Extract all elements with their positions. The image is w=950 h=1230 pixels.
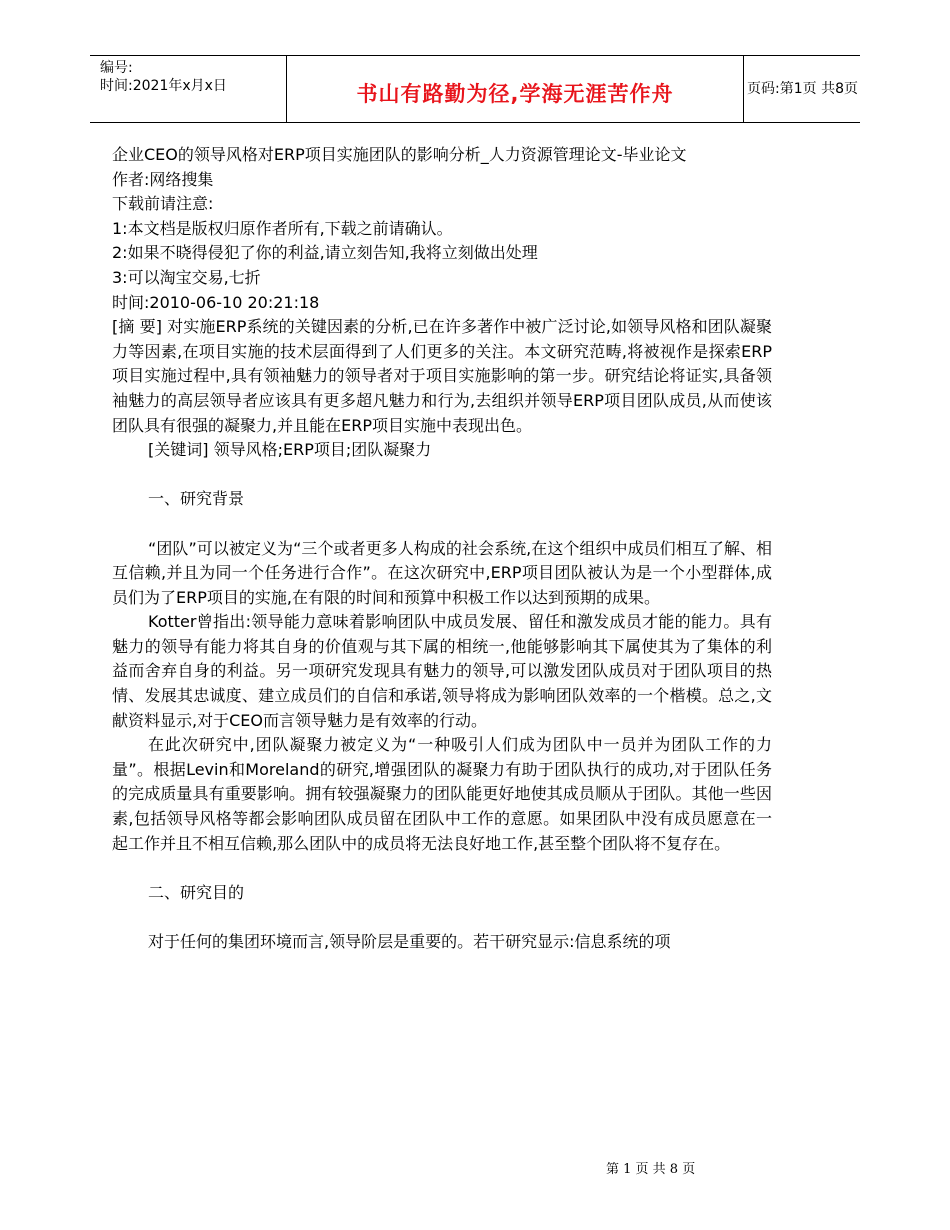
page-footer: 第 1 页 共 8 页 (606, 1162, 696, 1177)
page-info: 页码:第1页 共8页 (747, 81, 858, 97)
header-table (90, 55, 860, 123)
notice-heading: 下载前请注意: (112, 194, 214, 214)
notice-item: 2:如果不晓得侵犯了你的利益,请立刻告知,我将立刻做出处理 (112, 243, 538, 263)
motto-text: 书山有路勤为径,学海无涯苦作舟 (356, 82, 674, 106)
abstract-paragraph: [摘 要] 对实施ERP系统的关键因素的分析,已在许多著作中被广泛讨论,如领导风格和团队凝聚力等因素,在项目实施的技术层面得到了人们更多的关注。本文研究范畴,将被视作是探索ERP项目实施过程中,具有领袖魅力的领导者对于项目实施影响的第一步。研究结论将证实,具备领袖魅力的高层领导者应该具有更多超凡魅力和行为,去组织并领导ERP项目团队成员,从而使该团队具有很强的凝聚力,并且能在ERP项目实施中表现出色。 (112, 317, 772, 435)
header-right-cell (743, 56, 860, 122)
document-time-label: 时间:2021年x月x日 (100, 78, 227, 94)
document-number-label: 编号: (100, 60, 133, 76)
document-title: 企业CEO的领导风格对ERP项目实施团队的影响分析_人力资源管理论文-毕业论文 (112, 145, 687, 164)
section-heading-purpose: 二、研究目的 (148, 882, 245, 902)
notice-item: 3:可以淘宝交易,七折 (112, 267, 261, 287)
body-paragraph: Kotter曾指出:领导能力意味着影响团队中成员发展、留任和激发成员才能的能力。具有魅力的领导有能力将其自身的价值观与其下属的相统一,他能够影响其下属使其为了集体的利益而舍弃自身的利益。另一项研究发现具有魅力的领导,可以激发团队成员对于团队项目的热情、发展其忠诚度、建立成员们的自信和承诺,领导将成为影响团队效率的一个楷模。总之,文献资料显示,对于CEO而言领导魅力是有效率的行动。 (112, 612, 772, 730)
section-heading-background: 一、研究背景 (148, 489, 245, 509)
notice-item: 1:本文档是版权归原作者所有,下载之前请确认。 (112, 218, 453, 238)
header-left-cell (90, 56, 286, 122)
keywords-line: [关键词] 领导风格;ERP项目;团队凝聚力 (148, 440, 432, 460)
body-paragraph: “团队”可以被定义为“三个或者更多人构成的社会系统,在这个组织中成员们相互了解、相互信赖,并且为同一个任务进行合作”。在这次研究中,ERP项目团队被认为是一个小型群体,成员们为了ERP项目的实施,在有限的时间和预算中积极工作以达到预期的成果。 (112, 538, 772, 607)
author-line: 作者:网络搜集 (112, 169, 214, 189)
document-body (112, 143, 772, 955)
timestamp-line: 时间:2010-06-10 20:21:18 (112, 292, 320, 312)
body-paragraph: 对于任何的集团环境而言,领导阶层是重要的。若干研究显示:信息系统的项 (148, 932, 671, 951)
header-motto-cell (286, 56, 744, 122)
body-paragraph: 在此次研究中,团队凝聚力被定义为“一种吸引人们成为团队中一员并为团队工作的力量”。根据Levin和Moreland的研究,增强团队的凝聚力有助于团队执行的成功,对于团队任务的完成质量具有重要影响。拥有较强凝聚力的团队能更好地使其成员顺从于团队。其他一些因素,包括领导风格等都会影响团队成员留在团队中工作的意愿。如果团队中没有成员愿意在一起工作并且不相互信赖,那么团队中的成员将无法良好地工作,甚至整个团队将不复存在。 (112, 735, 772, 853)
